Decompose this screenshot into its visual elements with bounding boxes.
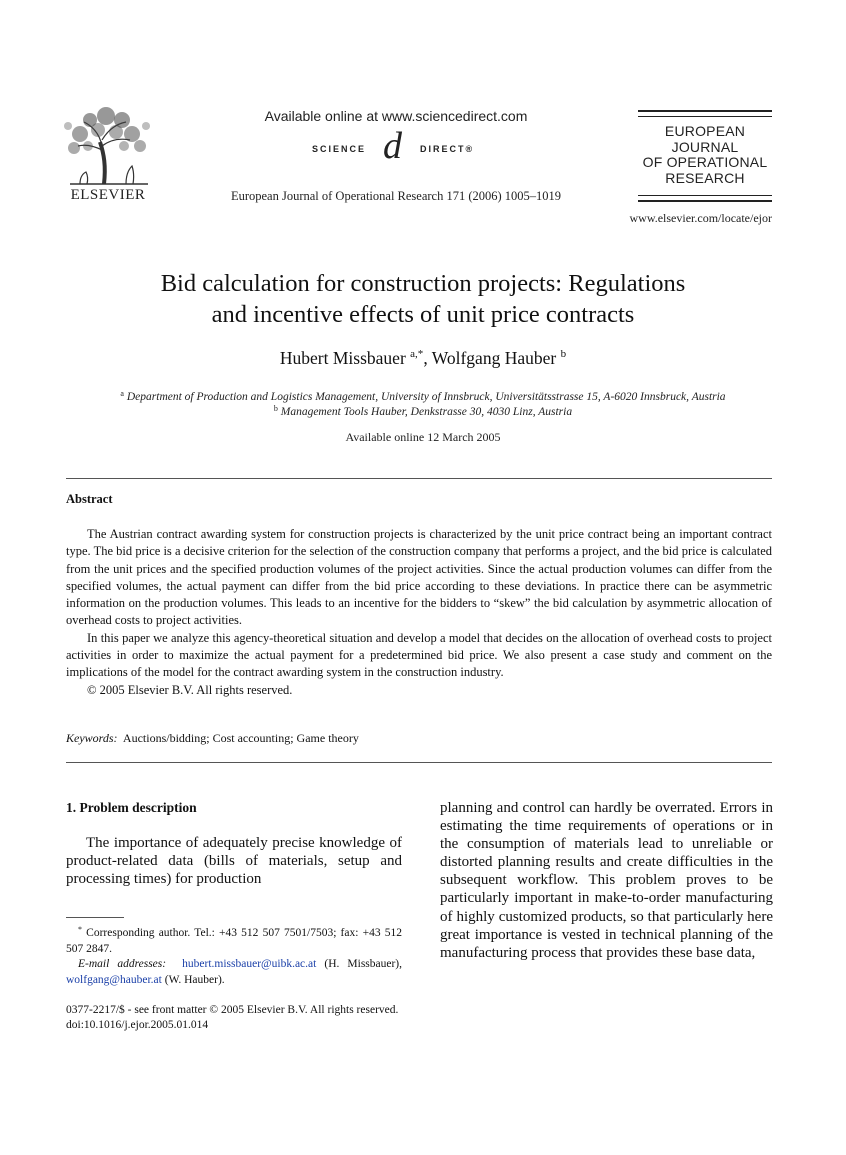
elsevier-logo — [60, 106, 156, 206]
affiliation-b — [60, 404, 786, 418]
divider — [66, 478, 772, 479]
copyright-notice: © 2005 Elsevier B.V. All rights reserved. — [87, 682, 293, 697]
elsevier-tree-icon — [60, 106, 156, 188]
footnotes — [66, 922, 402, 988]
affiliation-mark: a — [120, 389, 124, 398]
journal-logo-line: OF OPERATIONAL — [642, 154, 768, 170]
journal-url-link[interactable]: www.elsevier.com/locate/ejor — [629, 211, 772, 225]
elsevier-wordmark: ELSEVIER — [70, 187, 146, 203]
sciencedirect-left-word: SCIENCE — [312, 144, 367, 154]
affiliation-text: Department of Production and Logistics Management, University of Innsbruck, Universitätsstrasse 15, A-6020 Innsbruck, Austria — [126, 391, 726, 403]
journal-logo — [638, 110, 772, 202]
journal-logo-line: JOURNAL — [671, 138, 739, 155]
author-name: Wolfgang Hauber — [431, 348, 557, 368]
journal-logo-text — [638, 124, 772, 186]
article-title-line: and incentive effects of unit price contracts — [211, 301, 635, 328]
email-label: E-mail addresses: — [78, 958, 167, 970]
author-affiliation-marks[interactable]: b — [560, 348, 567, 360]
journal-logo-line: RESEARCH — [665, 169, 745, 186]
author-separator: , — [423, 348, 432, 368]
divider — [66, 762, 772, 763]
available-online-date: Available online 12 March 2005 — [345, 430, 501, 444]
email-link[interactable]: wolfgang@hauber.at — [66, 973, 162, 986]
abstract-paragraph: The Austrian contract awarding system for construction projects is characterized by the unit price contract being an important contract type. The bid price is a decisive criterion for the selection of the construction company that performs a project, and the bid price is calculated from the unit prices and the specified production volumes of the project activities. Since the actual production volumes can differ from the specified volumes, the actual payment can differ from the bid price according to these deviations. In practice there can be asymmetric information on the production volumes. This leads to an incentive for the bidders to “skew” the bid calculation by asymmetric allocation of overhead costs to project activities. — [66, 527, 772, 628]
abstract-paragraph: In this paper we analyze this agency-theoretical situation and develop a model that decides on the allocation of overhead costs to project activities in order to maximize the actual payment for a predetermined bid price. We also present a case study and comment on the implications of the model for the contract awarding system in the construction industry. — [66, 630, 772, 680]
footnote-emails — [66, 957, 402, 988]
footnote-rule — [66, 917, 124, 918]
keywords — [66, 731, 359, 746]
affiliation-mark: b — [273, 404, 278, 413]
section-heading: 1. Problem description — [66, 800, 197, 815]
affiliation-text: Management Tools Hauber, Denkstrasse 30, 4030 Linz, Austria — [280, 406, 573, 418]
right-column-text — [440, 799, 773, 962]
journal-reference: European Journal of Operational Research 171 (2006) 1005–1019 — [230, 189, 562, 203]
footnote-text: Corresponding author. Tel.: +43 512 507 7501/7503; fax: +43 512 507 2847. — [66, 927, 402, 955]
left-column-text — [66, 834, 402, 888]
journal-logo-rule-bottom — [638, 195, 772, 202]
journal-logo-rule-top — [638, 110, 772, 117]
keywords-list: Auctions/bidding; Cost accounting; Game theory — [122, 731, 359, 745]
author-affiliation-marks[interactable]: a,* — [410, 348, 424, 360]
article-title — [60, 268, 786, 330]
affiliation-a — [60, 389, 786, 403]
available-online-text: Available online at www.sciencedirect.com — [264, 108, 528, 124]
author-list — [60, 348, 786, 369]
body-paragraph: The importance of adequately precise knowledge of product-related data (bills of materials, setup and processing times) for production — [66, 835, 402, 888]
body-paragraph: planning and control can hardly be overrated. Errors in estimating the time requirements of operations or in the consumption of materials lead to unreliable or distorted planning results and create difficulties in the subsequent workflow. This problem proves to be particularly important in make-to-order manufacturing of highly customized products, so that particularly here great importance is vested in technical planning of the manufacturing process that provides these base data, — [440, 800, 773, 961]
email-owner: (H. Missbauer), — [316, 958, 403, 970]
issn-line: 0377-2217/$ - see front matter © 2005 Elsevier B.V. All rights reserved. — [66, 1004, 399, 1016]
sciencedirect-right-word: DIRECT® — [420, 144, 475, 154]
author-name: Hubert Missbauer — [279, 348, 406, 368]
keywords-label: Keywords: — [66, 731, 118, 745]
email-link[interactable]: hubert.missbauer@uibk.ac.at — [182, 958, 317, 970]
doi-line[interactable]: doi:10.1016/j.ejor.2005.01.014 — [66, 1019, 209, 1031]
sciencedirect-at-icon: d — [383, 125, 402, 167]
abstract-body — [66, 526, 772, 699]
sciencedirect-logo — [308, 125, 498, 167]
journal-logo-line: EUROPEAN — [664, 123, 746, 139]
abstract-heading: Abstract — [66, 492, 113, 506]
footnote-mark: * — [78, 925, 82, 934]
footnote-corresponding — [66, 922, 402, 957]
email-owner: (W. Hauber). — [161, 973, 225, 986]
article-title-line: Bid calculation for construction projects: Regulations — [160, 270, 686, 297]
